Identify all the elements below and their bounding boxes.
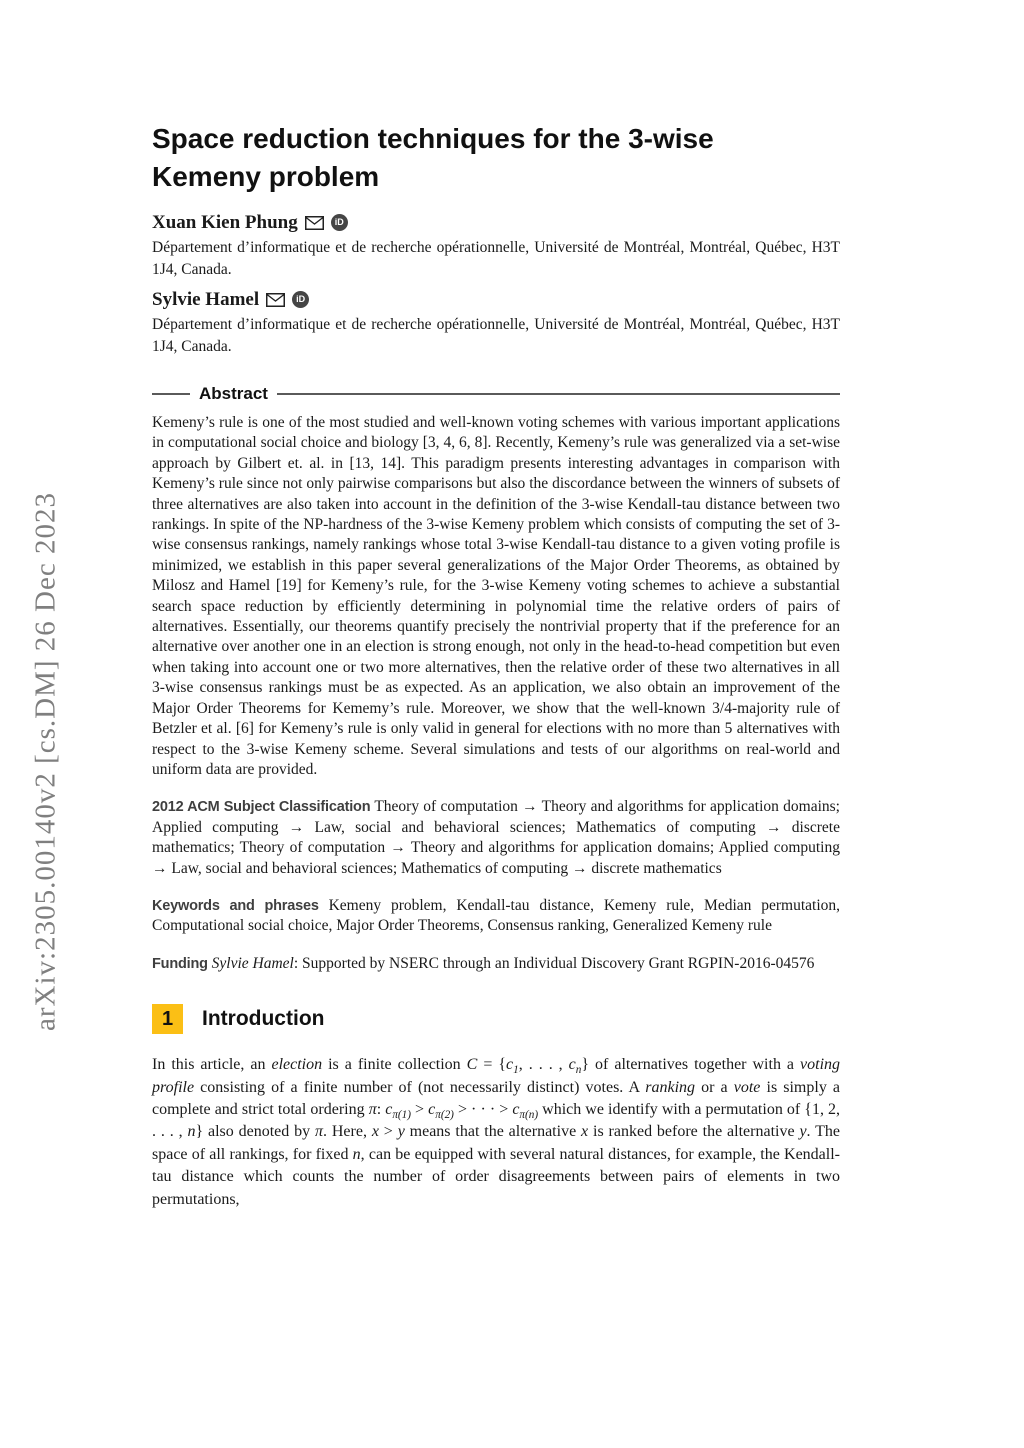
abstract-text: Kemeny’s rule is one of the most studied and well-known voting schemes with various important applications in computational social choice and biology [3, 4, 6, 8]. Recently, Kemeny’s rule was generalized via a set-wise approach by Gilbert et. al. in [13, 14]. This paradigm presents interesting advantages in comparison with Kemeny’s rule since not only pairwise comparisons but also the discordance between the winners of subsets of three alternatives are also taken into account in the definition of the 3-wise Kendall-tau distance between two rankings. In spite of the NP-hardness of the 3-wise Kemeny problem which consists of computing the set of 3-wise consensus rankings, namely rankings whose total 3-wise Kendall-tau distance to a given voting profile is minimized, we establish in this paper several generalizations of the Major Order Theorems, as obtained by Milosz and Hamel [19] for Kemeny’s rule, for the 3-wise Kemeny voting schemes to achieve a substantial search space reduction by efficiently determining in polynomial time the relative orders of pairs of alternatives. Essentially, our theorems quantify precisely the nontrivial property that if the preference for an alternative over another one in an election is strong enough, not only in the head-to-head competition but even when taking into account one or two more alternatives, then the relative order of these two alternatives in all 3-wise consensus rankings must be as expected. As an application, we also obtain an improvement of the Major Order Theorems for Kememy’s rule. Moreover, we show that the well-known 3/4-majority rule of Betzler et al. [6] for Kemeny’s rule is only valid in general for elections with no more than 5 alternatives with respect to the 3-wise Kemeny scheme. Several simulations and tests of our algorithms on real-world and uniform data are provided. [152,414,840,778]
abstract-label: Abstract [199,384,268,403]
mail-icon[interactable] [305,216,324,230]
keywords [152,896,840,937]
paper-title: Space reduction techniques for the 3-wise Kemeny problem [152,123,714,192]
author-name: Xuan Kien Phung [152,212,298,233]
author-affiliation: Département d’informatique et de recherche opérationnelle, Université de Montréal, Montréal, Québec, H3T 1J4, Canada. [152,239,840,278]
orcid-icon-label: iD [296,294,306,304]
funding-label: Funding [152,955,208,972]
keywords-label: Keywords and phrases [152,897,319,914]
mail-icon[interactable] [266,293,285,307]
funding-person: Sylvie Hamel [211,954,294,972]
acm-classification-text: Theory of computation → Theory and algorithms for application domains; Applied computing → Law, social and behavioral sciences; Mathematics of computing → discrete mathematics; Theory of computation → Theory and algorithms for application domains; Applied computing → Law, social and behavioral sciences; Mathematics of computing → discrete mathematics [152,798,840,877]
section-number-box: 1 [152,1004,183,1034]
author-affiliation: Département d’informatique et de recherche opérationnelle, Université de Montréal, Montréal, Québec, H3T 1J4, Canada. [152,316,840,355]
abstract-rule-left [152,393,190,395]
acm-classification-label: 2012 ACM Subject Classification [152,799,371,816]
paper-content [152,0,840,1211]
abstract-heading [152,384,840,404]
arxiv-watermark: arXiv:2305.00140v2 [cs.DM] 26 Dec 2023 [29,492,62,1032]
intro-paragraph: In this article, an election is a finite collection $C = \{c_1$, . . . , $c_n$} of alternatives together with a voting profile consisting of a finite number of (not necessarily distinct) votes. A ranking or a vote is simply a complete and strict total ordering π: $c_{\pi(1)} > c_{\pi(2)}$ > · · · > $c_{\pi(n)}$ which we identify with a permutation of {1, 2, . . . , n} also denoted by π. Here, x > y means that the alternative x is ranked before the alternative y. The space of all rankings, for fixed n, can be equipped with several natural distances, for example, the Kendall-tau distance which counts the number of order disagreements between pairs of elements in two permutations, [152,1056,841,1208]
funding [152,954,840,974]
orcid-icon-label: iD [334,217,344,227]
acm-classification [152,797,840,879]
orcid-icon[interactable] [331,214,348,231]
author-block-1 [152,210,840,280]
orcid-icon[interactable] [292,291,309,308]
keywords-text: Kemeny problem, Kendall-tau distance, Kemeny rule, Median permutation, Computational social choice, Major Order Theorems, Consensus ranking, Generalized Kemeny rule [152,896,841,935]
funding-text: : Supported by NSERC through an Individual Discovery Grant RGPIN-2016-04576 [293,954,815,972]
section-title: Introduction [202,1007,325,1031]
author-name: Sylvie Hamel [152,289,260,310]
section-1-heading [152,1004,840,1034]
author-name-row [152,210,840,235]
author-block-2 [152,287,840,357]
author-name-row [152,287,840,312]
abstract-rule-right [277,393,840,395]
